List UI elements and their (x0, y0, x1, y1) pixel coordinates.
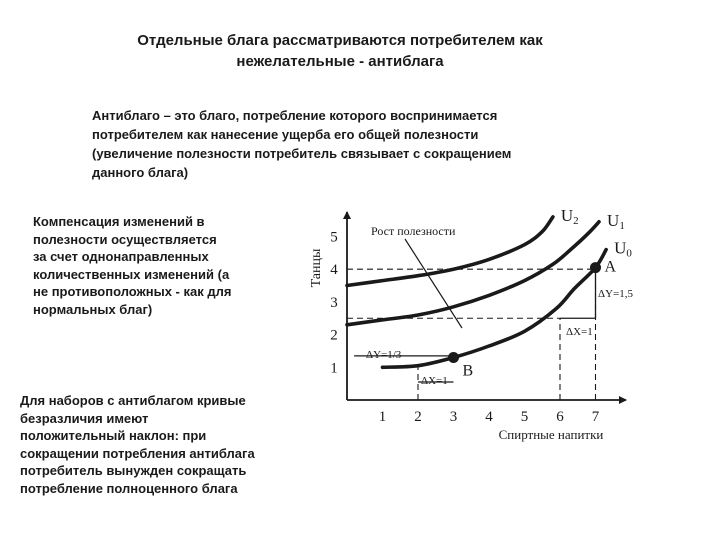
dy-a-annotation: ΔY=1,5 (598, 288, 633, 300)
compensation-line: нормальных благ) (33, 301, 153, 317)
y-tick-label: 2 (330, 327, 338, 344)
x-tick-label: 6 (556, 409, 564, 425)
x-tick-label: 3 (449, 409, 458, 425)
definition-line: данного блага) (92, 165, 189, 180)
point-label-b: B (462, 362, 474, 380)
dx-a-annotation: ΔX=1 (566, 326, 593, 338)
compensation-line: Компенсация изменений в (33, 214, 205, 229)
indifference-curve-u0 (383, 250, 607, 368)
curve-label-u1: U1 (607, 210, 625, 232)
point-label-a: A (604, 258, 617, 276)
point-b (448, 352, 459, 363)
compensation-line: за счет однонаправленных (33, 249, 209, 264)
definition-line: Антиблаго – это благо, потребление которого воспринимается (92, 108, 498, 123)
y-tick-label: 4 (330, 262, 338, 279)
definition-line: (увеличение полезности потребитель связывает с сокращением (92, 146, 512, 161)
x-tick-label: 4 (485, 409, 493, 425)
conclusion-line: потребитель вынужден сокращать (20, 463, 247, 478)
y-tick-label: 5 (330, 229, 338, 246)
y-tick-label: 1 (330, 360, 338, 377)
growth-annotation: Рост полезности (371, 224, 456, 238)
compensation-line: количественных изменений (а (33, 266, 230, 282)
x-axis-label: Спиртные напитки (498, 427, 604, 442)
dy-b-annotation: ΔY=1/3 (366, 349, 402, 361)
conclusion-line: Для наборов с антиблагом кривые (20, 393, 246, 408)
dx-b-annotation: ΔX=1 (421, 375, 448, 387)
curve-label-u0: U0 (614, 238, 632, 260)
compensation-line: не противоположных - как для (33, 284, 232, 299)
x-tick-label: 5 (520, 409, 529, 425)
curve-label-u2: U2 (560, 205, 579, 227)
conclusion-line: безразличия имеют (20, 410, 149, 426)
conclusion-line: потребление полноценного блага (20, 480, 238, 496)
definition-line: потребителем как нанесение ущерба его общей полезности (92, 127, 479, 142)
point-a (590, 262, 601, 273)
y-tick-label: 3 (330, 294, 338, 311)
conclusion-line: сокращении потребления антиблага (20, 445, 255, 461)
conclusion-line: положительный наклон: при (20, 428, 207, 443)
title-line: нежелательные - антиблага (236, 53, 444, 70)
x-tick-label: 7 (591, 409, 600, 425)
x-tick-label: 1 (378, 409, 387, 425)
compensation-line: полезности осуществляется (33, 231, 217, 247)
x-tick-label: 2 (414, 409, 422, 425)
title-line: Отдельные блага рассматриваются потребителем как (137, 32, 543, 49)
y-axis-label: Танцы (309, 248, 324, 288)
